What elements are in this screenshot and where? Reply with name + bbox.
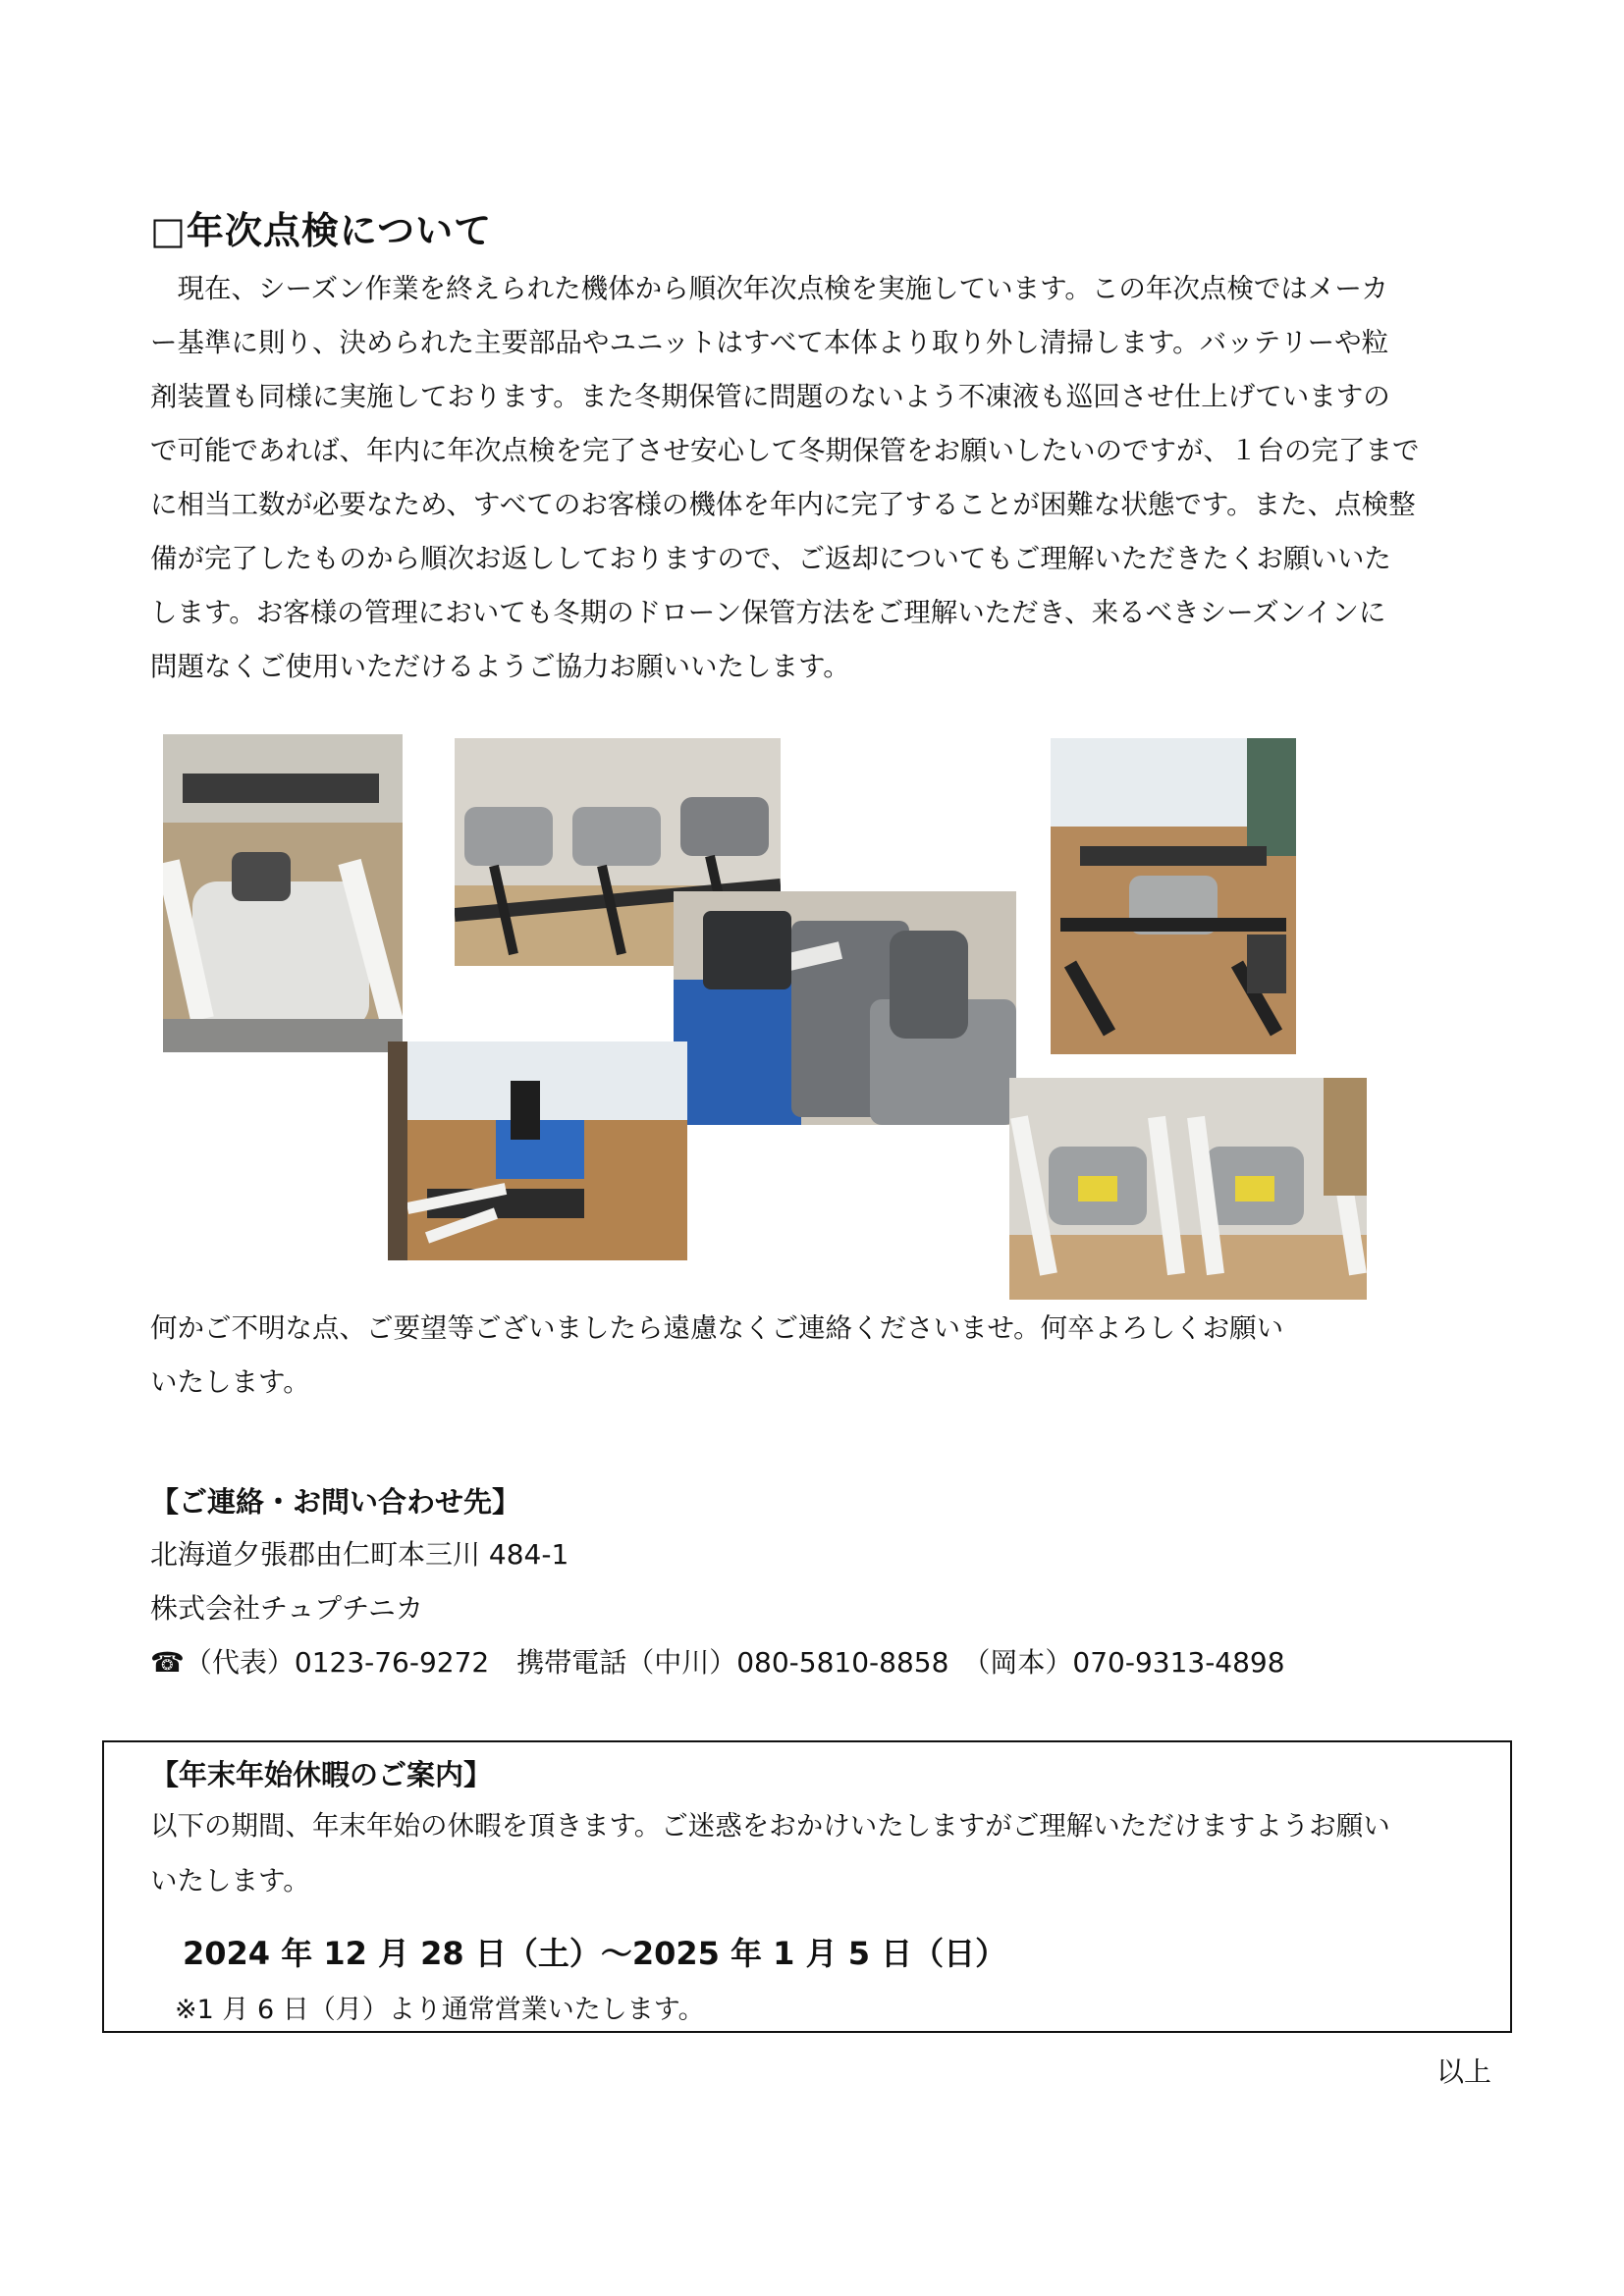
section-body [150,262,1490,694]
body-line: 剤装置も同様に実施しております。また冬期保管に問題のないよう不凍液も巡回させ仕上げていますの [150,381,1390,412]
body-line: に相当工数が必要なため、すべてのお客様の機体を年内に完了することが困難な状態です。また、点検整 [150,489,1416,520]
drone-photo-1 [163,734,403,1052]
body-line: で可能であれば、年内に年次点検を完了させ安心して冬期保管をお願いしたいのですが、１台の完了まで [150,435,1420,466]
closing-line: いたします。 [150,1366,310,1398]
holiday-notice-title: 【年末年始休暇のご案内】 [150,1758,493,1791]
holiday-text-line: 以下の期間、年末年始の休暇を頂きます。ご迷惑をおかけいたしますがご理解いただけますようお願い [150,1810,1390,1842]
body-line: 備が完了したものから順次お返ししておりますので、ご返却についてもご理解いただきたくお願いいた [150,543,1391,574]
section-title: □年次点検について [150,209,493,252]
end-mark: 以上 [1436,2056,1492,2088]
closing-line: 何かご不明な点、ご要望等ございましたら遠慮なくご連絡くださいませ。何卒よろしくお願い [150,1312,1284,1344]
body-line: 現在、シーズン作業を終えられた機体から順次年次点検を実施しています。この年次点検ではメーカ [150,273,1388,304]
holiday-period: 2024 年 12 月 28 日（土）～2025 年 1 月 5 日（日） [183,1935,1007,1972]
drone-photo-6 [1009,1078,1367,1300]
drone-photo-3 [1051,738,1296,1054]
drone-photo-4 [674,891,1016,1125]
contact-title: 【ご連絡・お問い合わせ先】 [150,1485,521,1519]
holiday-note: ※1 月 6 日（月）より通常営業いたします。 [175,1995,705,2025]
drone-photo-5 [388,1041,687,1260]
contact-phone: ☎（代表）0123-76-9272 携帯電話（中川）080-5810-8858 （岡本）070-9313-4898 [150,1646,1285,1679]
closing-text [150,1302,1378,1410]
contact-company: 株式会社チュプチニカ [150,1592,424,1625]
contact-address: 北海道夕張郡由仁町本三川 484-1 [150,1538,569,1571]
holiday-text-line: いたします。 [150,1865,310,1896]
body-line: します。お客様の管理においても冬期のドローン保管方法をご理解いただき、来るべきシーズンインに [150,597,1386,628]
body-line: 問題なくご使用いただけるようご協力お願いいたします。 [150,651,850,682]
holiday-notice-text [150,1798,1490,1908]
body-line: ー基準に則り、決められた主要部品やユニットはすべて本体より取り外し清掃します。バッテリーや粒 [150,327,1389,358]
